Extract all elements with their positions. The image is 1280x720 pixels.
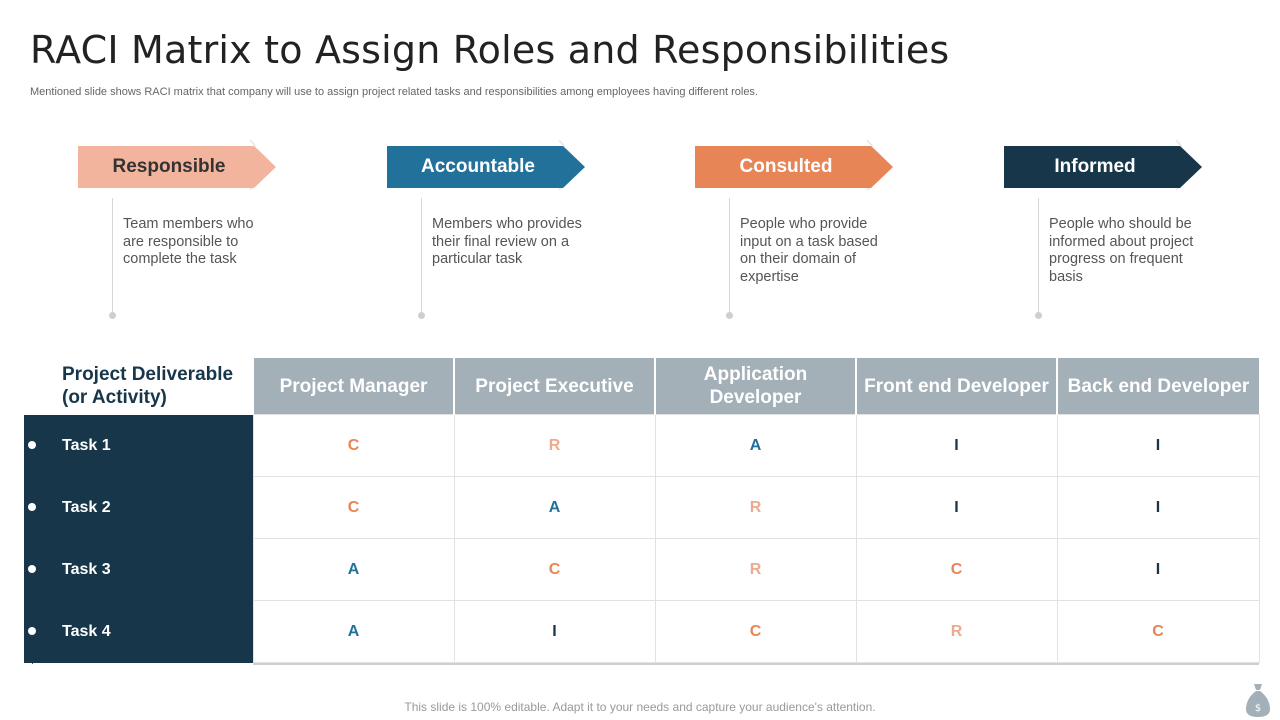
role-label: Responsible [112,156,226,177]
bullet-dot-icon [28,503,36,511]
raci-cell: R [655,477,856,539]
header-project-executive: Project Executive [454,358,655,415]
role-accountable [387,140,587,320]
raci-cell: C [655,601,856,663]
role-label: Informed [1054,156,1136,177]
raci-cell: C [856,539,1057,601]
raci-cell: R [454,415,655,477]
role-description: Members who provides their final review on a particular task [432,216,582,267]
role-label: Consulted [739,156,833,177]
task-label: Task 2 [62,498,111,516]
money-bag-icon [1245,682,1271,718]
role-description: People who should be informed about project progress on frequent basis [1049,216,1194,285]
raci-cell: A [454,477,655,539]
raci-cell: C [1057,601,1259,663]
raci-cell: C [454,539,655,601]
table-row [24,601,1259,663]
header-front-end-developer: Front end Developer [856,358,1057,415]
connector-line [421,198,422,316]
connector-dot [109,312,116,319]
connector-line [729,198,730,316]
raci-cell: A [253,601,454,663]
table-row [24,415,1259,477]
raci-cell: A [253,539,454,601]
raci-cell: A [655,415,856,477]
footer-note: This slide is 100% editable. Adapt it to your needs and capture your audience's attention. [404,700,876,714]
task-cell [24,477,253,539]
bullet-dot-icon [28,627,36,635]
table-row [24,477,1259,539]
header-back-end-developer: Back end Developer [1057,358,1259,415]
connector-dot [418,312,425,319]
raci-table [24,358,1259,664]
role-responsible [78,140,278,320]
bullet-dot-icon [28,565,36,573]
table-header-row [24,358,1259,415]
svg-text:$: $ [1254,703,1262,714]
raci-cell: C [253,477,454,539]
raci-cell: I [856,477,1057,539]
connector-dot [726,312,733,319]
raci-cell: I [1057,477,1259,539]
role-consulted [695,140,895,320]
connector-line [1038,198,1039,316]
bullet-dot-icon [28,441,36,449]
raci-cell: I [454,601,655,663]
raci-cell: R [655,539,856,601]
task-cell [24,415,253,477]
raci-cell: I [1057,539,1259,601]
header-project-manager: Project Manager [253,358,454,415]
task-cell [24,539,253,601]
task-cell [24,601,253,663]
task-label: Task 3 [62,560,111,578]
table-bottom-border [253,663,1259,665]
raci-cell: R [856,601,1057,663]
connector-dot [1035,312,1042,319]
raci-cell: I [856,415,1057,477]
task-label: Task 4 [62,622,111,640]
raci-cell: C [253,415,454,477]
role-description: Team members who are responsible to complete the task [123,216,254,267]
raci-cell: I [1057,415,1259,477]
role-informed [1004,140,1204,320]
header-deliverable: Project Deliverable (or Activity) [24,358,253,415]
page-subtitle: Mentioned slide shows RACI matrix that company will use to assign project related tasks and responsibilities among employees having different roles. [30,86,758,98]
role-label: Accountable [420,156,536,177]
page-title: RACI Matrix to Assign Roles and Responsibilities [30,28,950,72]
header-application-developer: Application Developer [655,358,856,415]
role-description: People who provide input on a task based on their domain of expertise [740,216,878,285]
table-row [24,539,1259,601]
task-label: Task 1 [62,436,111,454]
connector-line [112,198,113,316]
